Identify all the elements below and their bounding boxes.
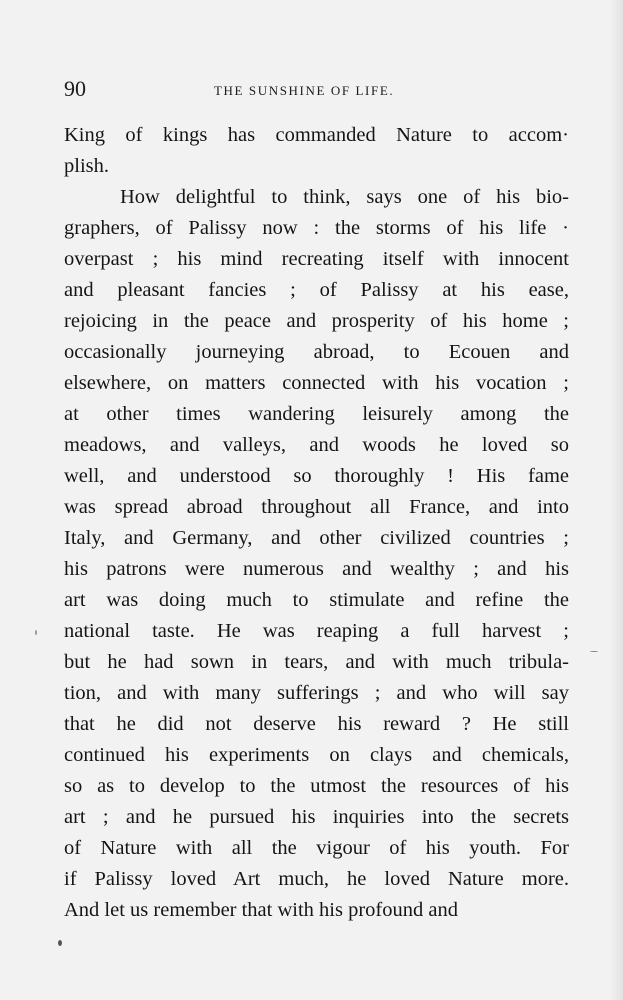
text-line: well, and understood so thoroughly ! His fame	[64, 465, 569, 487]
text-line: national taste. He was reaping a full harvest ;	[64, 620, 569, 642]
text-line: graphers, of Palissy now : the storms of his life ·	[64, 217, 569, 239]
text-line: continued his experiments on clays and chemicals,	[64, 744, 569, 766]
text-line: tion, and with many sufferings ; and who will say	[64, 682, 569, 704]
ink-speck	[58, 940, 62, 946]
page-header	[64, 76, 564, 106]
body-text	[64, 120, 569, 926]
text-line: art was doing much to stimulate and refine the	[64, 589, 569, 611]
text-line: King of kings has commanded Nature to accom·	[64, 124, 569, 146]
text-line: so as to develop to the utmost the resources of his	[64, 775, 569, 797]
text-line: elsewhere, on matters connected with his vocation ;	[64, 372, 569, 394]
text-line: art ; and he pursued his inquiries into the secrets	[64, 806, 569, 828]
text-line: of Nature with all the vigour of his youth. For	[64, 837, 569, 859]
text-line: rejoicing in the peace and prosperity of his home ;	[64, 310, 569, 332]
text-line: meadows, and valleys, and woods he loved so	[64, 434, 569, 456]
text-line: but he had sown in tears, and with much tribula-	[64, 651, 569, 673]
page-edge-shadow	[609, 0, 623, 1000]
text-line: occasionally journeying abroad, to Ecouen and	[64, 341, 569, 363]
page-number: 90	[64, 76, 86, 101]
text-line: overpast ; his mind recreating itself with innocent	[64, 248, 569, 270]
text-line: and pleasant fancies ; of Palissy at his ease,	[64, 279, 569, 301]
text-line: And let us remember that with his profound and	[64, 899, 458, 921]
ink-speck	[590, 651, 598, 652]
text-line: if Palissy loved Art much, he loved Nature more.	[64, 868, 569, 890]
text-line: his patrons were numerous and wealthy ; and his	[64, 558, 569, 580]
ink-speck	[35, 630, 37, 635]
text-line: was spread abroad throughout all France, and into	[64, 496, 569, 518]
running-title: THE SUNSHINE OF LIFE.	[214, 83, 395, 98]
text-line: Italy, and Germany, and other civilized countries ;	[64, 527, 569, 549]
text-line: How delightful to think, says one of his bio-	[120, 186, 569, 208]
text-line: that he did not deserve his reward ? He still	[64, 713, 569, 735]
text-line: plish.	[64, 155, 109, 177]
text-line: at other times wandering leisurely among the	[64, 403, 569, 425]
